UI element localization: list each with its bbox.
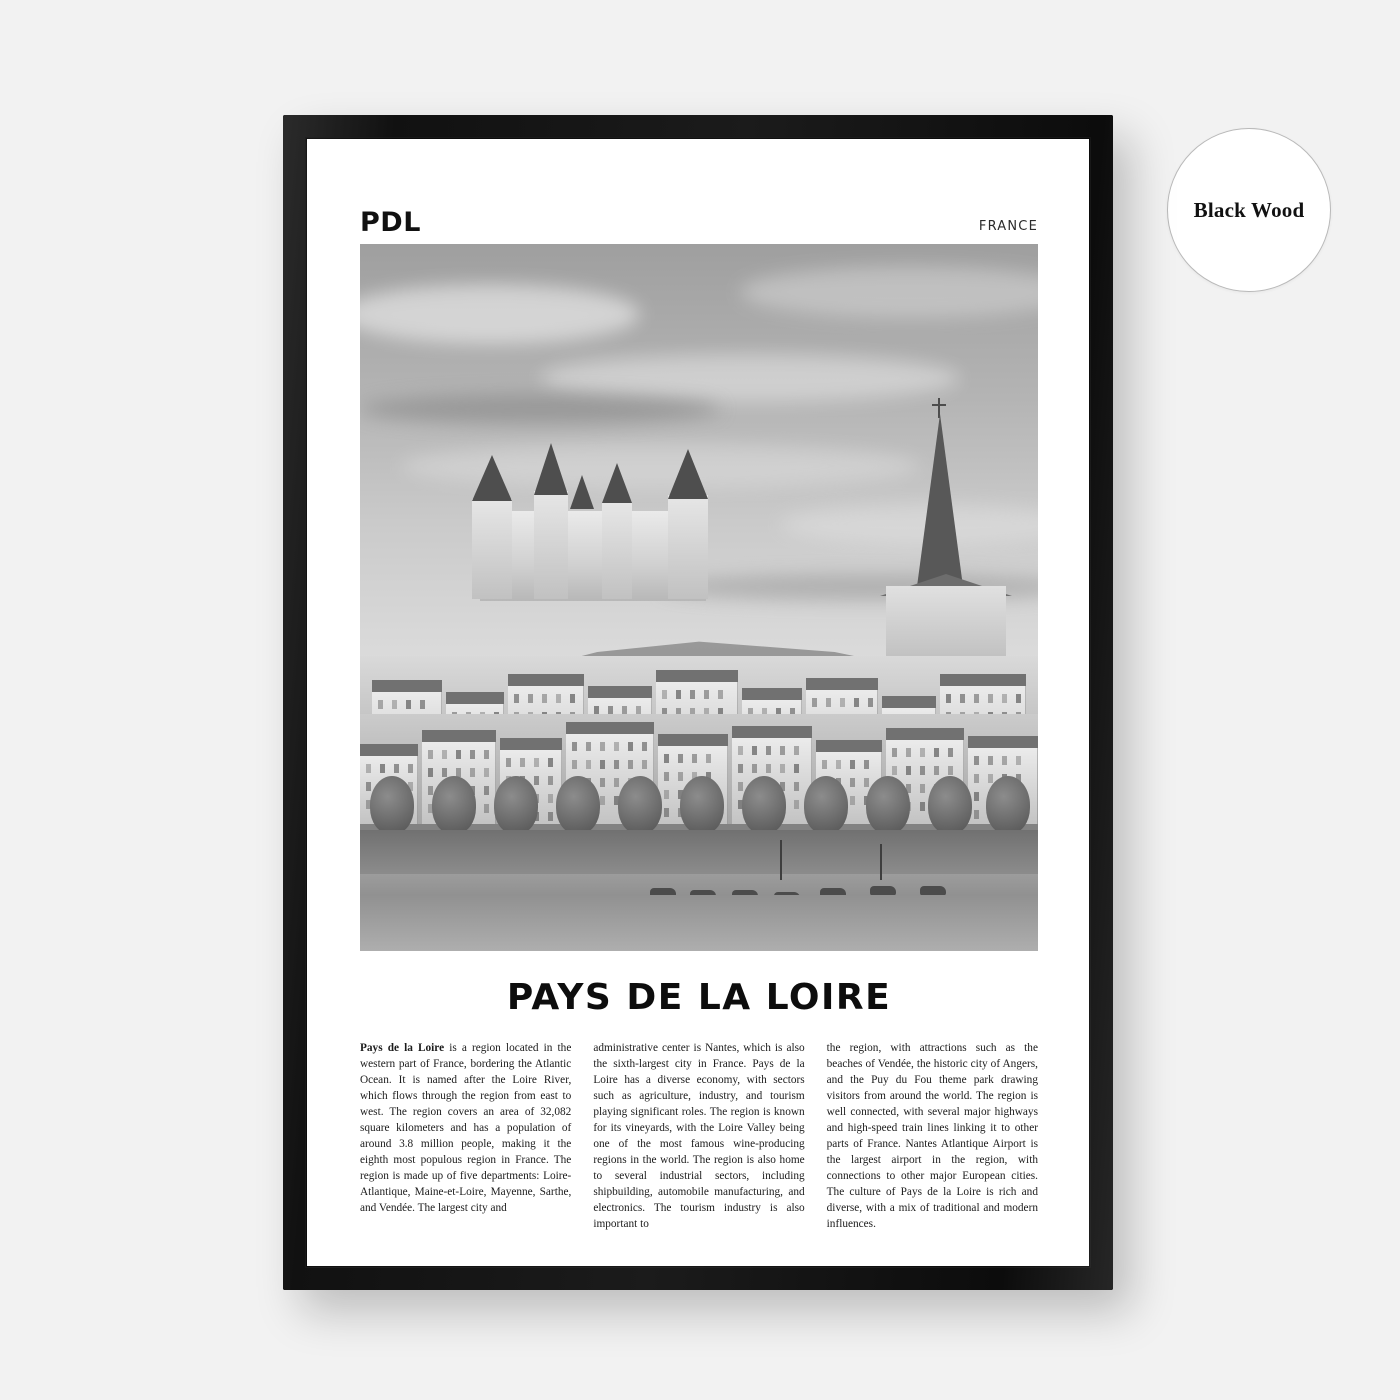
quay-wall xyxy=(360,830,1038,876)
frame-material-badge[interactable] xyxy=(1167,128,1331,292)
castle-tower xyxy=(534,491,568,599)
castle-spire xyxy=(668,449,708,499)
text-body: administrative center is Nantes, which is also the sixth-largest city in France. Pays de la Loire has a diverse economy, with sectors such as agriculture, industry, and tourism playing significant roles. The region is known for its vineyards, with the Loire Valley being one of the most famous wine-producing regions in the world. The region is also home to several industrial sectors, including shipbuilding, automobile manufacturing, and electronics. The tourism industry is also important to xyxy=(593,1042,805,1231)
church xyxy=(880,414,1010,674)
loire-river xyxy=(360,895,1038,951)
castle-spire xyxy=(534,443,568,495)
poster-region-code: PDL xyxy=(360,207,421,238)
poster xyxy=(360,200,1038,1231)
cloud xyxy=(360,394,720,424)
castle-of-saumur xyxy=(472,469,712,599)
poster-photograph xyxy=(360,244,1038,951)
poster-header xyxy=(360,200,1038,236)
castle-spire xyxy=(472,455,512,501)
text-column-1 xyxy=(360,1040,571,1232)
castle-tower xyxy=(472,499,512,599)
castle-tower xyxy=(602,503,632,599)
poster-title: PAYS DE LA LOIRE xyxy=(506,977,892,1018)
poster-country-label: FRANCE xyxy=(978,219,1038,234)
text-body: the region, with attractions such as the beaches of Vendée, the historic city of Angers, and the Puy du Fou theme park drawing visitors from around the world. The region is well connected, with several major highways and high-speed train lines linking it to other parts of France. Nantes Atlantique Airport is the largest airport in the region, with connections to other major European cities. The culture of Pays de la Loire is rich and diverse, with a mix of traditional and modern influences. xyxy=(826,1042,1038,1231)
text-column-3 xyxy=(827,1040,1038,1232)
text-lead: Pays de la Loire xyxy=(360,1042,445,1054)
text-column-2 xyxy=(593,1040,804,1232)
text-body: is a region located in the western part of France, bordering the Atlantic Ocean. It is named after the Loire River, which flows through the region from east to west. The region covers an area of 32,082 square kilometers and has a population of around 3.8 million people, making it the eighth most populous region in France. The region is made up of five departments: Loire-Atlantique, Maine-et-Loire, Mayenne, Sarthe, and Vendée. The largest city and xyxy=(360,1042,572,1215)
frame-material-label: Black Wood xyxy=(1193,197,1305,222)
castle-spire xyxy=(602,463,632,503)
castle-tower xyxy=(668,495,708,599)
castle-spire xyxy=(570,475,594,509)
church-steeple xyxy=(916,414,964,594)
poster-text-columns xyxy=(360,1040,1038,1232)
